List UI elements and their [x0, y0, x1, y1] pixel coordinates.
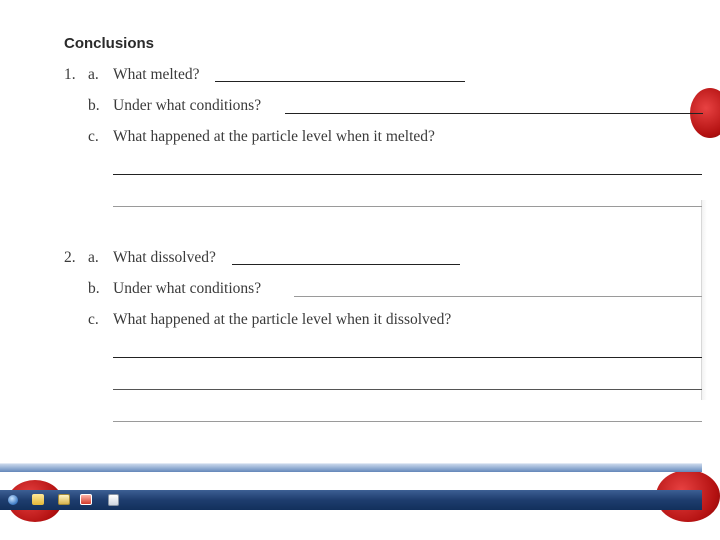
q2c-answer-line-2[interactable] [113, 389, 702, 390]
document-icon[interactable] [108, 494, 119, 506]
q2c-answer-line-1[interactable] [113, 357, 702, 358]
q2b-answer-line[interactable] [294, 296, 702, 297]
q2c-letter: c. [88, 311, 99, 328]
media-icon[interactable] [80, 494, 92, 505]
q1b-answer-line[interactable] [285, 113, 703, 114]
q2c-question: What happened at the particle level when it dissolved? [113, 311, 452, 328]
explorer-icon[interactable] [58, 494, 70, 505]
taskbar-edge [0, 463, 702, 472]
q1-number: 1. [64, 66, 76, 83]
q2-number: 2. [64, 249, 76, 266]
q1a-letter: a. [88, 66, 99, 83]
section-heading: Conclusions [64, 35, 155, 52]
q1c-answer-line-2[interactable] [113, 206, 702, 207]
folder-icon[interactable] [32, 494, 44, 505]
q2a-question: What dissolved? [113, 249, 216, 266]
q1b-letter: b. [88, 97, 100, 114]
right-edge-panel [701, 200, 707, 400]
q2a-answer-line[interactable] [232, 264, 460, 265]
taskbar [0, 490, 702, 510]
q1c-question: What happened at the particle level when it melted? [113, 128, 435, 145]
start-orb-icon[interactable] [8, 495, 18, 505]
q2b-question: Under what conditions? [113, 280, 262, 297]
q1a-answer-line[interactable] [215, 81, 465, 82]
q2a-letter: a. [88, 249, 99, 266]
q2c-answer-line-3[interactable] [113, 421, 702, 422]
q1c-letter: c. [88, 128, 99, 145]
q1c-answer-line-1[interactable] [113, 174, 702, 175]
q1a-question: What melted? [113, 66, 200, 83]
q2b-letter: b. [88, 280, 100, 297]
q1b-question: Under what conditions? [113, 97, 262, 114]
